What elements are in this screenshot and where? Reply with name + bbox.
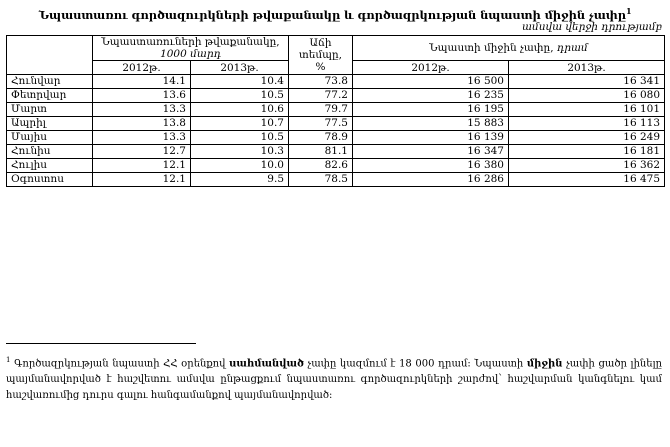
cell-benefit-2012: 16 347: [353, 145, 509, 159]
cell-benefit-2012: 16 235: [353, 89, 509, 103]
footnote-text-3: չափի ցածր լինելը պայմանավորված է հաշվետու ամսվա ընթացքում նպաստառու գործազուրկների շարժով՝ հաշվարման կանգնելու կամ հաշվառումից դուրս գալու հանգամանքով պայմանավորված:: [6, 358, 662, 402]
cell-unemployed-2012: 13.8: [93, 117, 191, 131]
footnote-bold-2: միջին: [526, 358, 563, 370]
title-footnote-mark: 1: [625, 6, 632, 16]
cell-unemployed-2013: 10.7: [191, 117, 289, 131]
cell-unemployed-2012: 13.6: [93, 89, 191, 103]
table-title: [0, 6, 670, 22]
cell-unemployed-2012: 13.3: [93, 131, 191, 145]
table-row: [7, 173, 665, 187]
cell-benefit-2013: 16 362: [509, 159, 665, 173]
cell-benefit-2012: 16 139: [353, 131, 509, 145]
cell-month: Մարտ: [7, 103, 93, 117]
cell-growth: 78.5: [289, 173, 353, 187]
header-unemployed-unit: 1000 մարդ: [160, 48, 221, 60]
header-unemployed-label: Նպաստառուների թվաքանակը,: [101, 36, 280, 48]
cell-growth: 82.6: [289, 159, 353, 173]
cell-benefit-2013: 16 181: [509, 145, 665, 159]
cell-benefit-2013: 16 249: [509, 131, 665, 145]
cell-month: Մայիս: [7, 131, 93, 145]
header-month: [7, 36, 93, 75]
cell-benefit-2012: 16 286: [353, 173, 509, 187]
header-year-2013: 2013թ.: [191, 61, 289, 75]
cell-benefit-2012: 16 500: [353, 75, 509, 89]
cell-benefit-2012: 16 380: [353, 159, 509, 173]
table-subtitle: ամսվա վերջի դրությամբ: [522, 21, 662, 33]
footnote-separator: [6, 343, 196, 344]
footnote-text-1: Գործազրկության նպաստի ՀՀ օրենքով: [10, 358, 230, 370]
header-growth: Աճի տեմպը, %: [289, 36, 353, 75]
cell-month: Հուլիս: [7, 159, 93, 173]
table-row: [7, 145, 665, 159]
header-unemployed: [93, 36, 289, 61]
cell-benefit-2013: 16 080: [509, 89, 665, 103]
cell-unemployed-2013: 10.0: [191, 159, 289, 173]
cell-unemployed-2013: 10.6: [191, 103, 289, 117]
cell-benefit-2013: 16 341: [509, 75, 665, 89]
data-table: [6, 35, 665, 187]
table-title-text: Նպաստառու գործազուրկների թվաքանակը և գործազրկության նպաստի միջին չափը: [38, 7, 626, 22]
cell-unemployed-2012: 12.7: [93, 145, 191, 159]
table-row: [7, 89, 665, 103]
cell-unemployed-2013: 10.3: [191, 145, 289, 159]
footnote-bold-1: սահմանված: [229, 358, 304, 370]
footnote-text-2: չափը կազմում է 18 000 դրամ: Նպաստի: [303, 358, 527, 370]
table-row: [7, 131, 665, 145]
table-row: [7, 75, 665, 89]
header-benefit-label: Նպաստի միջին չափը,: [429, 42, 554, 54]
cell-unemployed-2012: 12.1: [93, 159, 191, 173]
cell-benefit-2013: 16 113: [509, 117, 665, 131]
cell-benefit-2013: 16 475: [509, 173, 665, 187]
cell-growth: 77.2: [289, 89, 353, 103]
footnote-mark: 1: [6, 356, 11, 364]
cell-growth: 81.1: [289, 145, 353, 159]
header-year-2012-benefit: 2012թ.: [353, 61, 509, 75]
footnote: [6, 352, 662, 404]
cell-benefit-2012: 16 195: [353, 103, 509, 117]
cell-growth: 77.5: [289, 117, 353, 131]
cell-unemployed-2012: 12.1: [93, 173, 191, 187]
cell-benefit-2013: 16 101: [509, 103, 665, 117]
table-row: [7, 117, 665, 131]
header-year-2012: 2012թ.: [93, 61, 191, 75]
cell-unemployed-2012: 14.1: [93, 75, 191, 89]
table-row: [7, 159, 665, 173]
cell-growth: 79.7: [289, 103, 353, 117]
header-benefit-unit: դրամ: [556, 42, 588, 54]
cell-month: Օգոստոս: [7, 173, 93, 187]
cell-month: Հունիս: [7, 145, 93, 159]
cell-benefit-2012: 15 883: [353, 117, 509, 131]
cell-unemployed-2013: 10.5: [191, 131, 289, 145]
cell-unemployed-2013: 10.4: [191, 75, 289, 89]
cell-unemployed-2013: 10.5: [191, 89, 289, 103]
table-row: [7, 103, 665, 117]
cell-growth: 78.9: [289, 131, 353, 145]
cell-unemployed-2013: 9.5: [191, 173, 289, 187]
cell-month: Հունվար: [7, 75, 93, 89]
cell-month: Փետրվար: [7, 89, 93, 103]
cell-growth: 73.8: [289, 75, 353, 89]
cell-unemployed-2012: 13.3: [93, 103, 191, 117]
cell-month: Ապրիլ: [7, 117, 93, 131]
header-year-2013-benefit: 2013թ.: [509, 61, 665, 75]
header-benefit: [353, 36, 665, 61]
